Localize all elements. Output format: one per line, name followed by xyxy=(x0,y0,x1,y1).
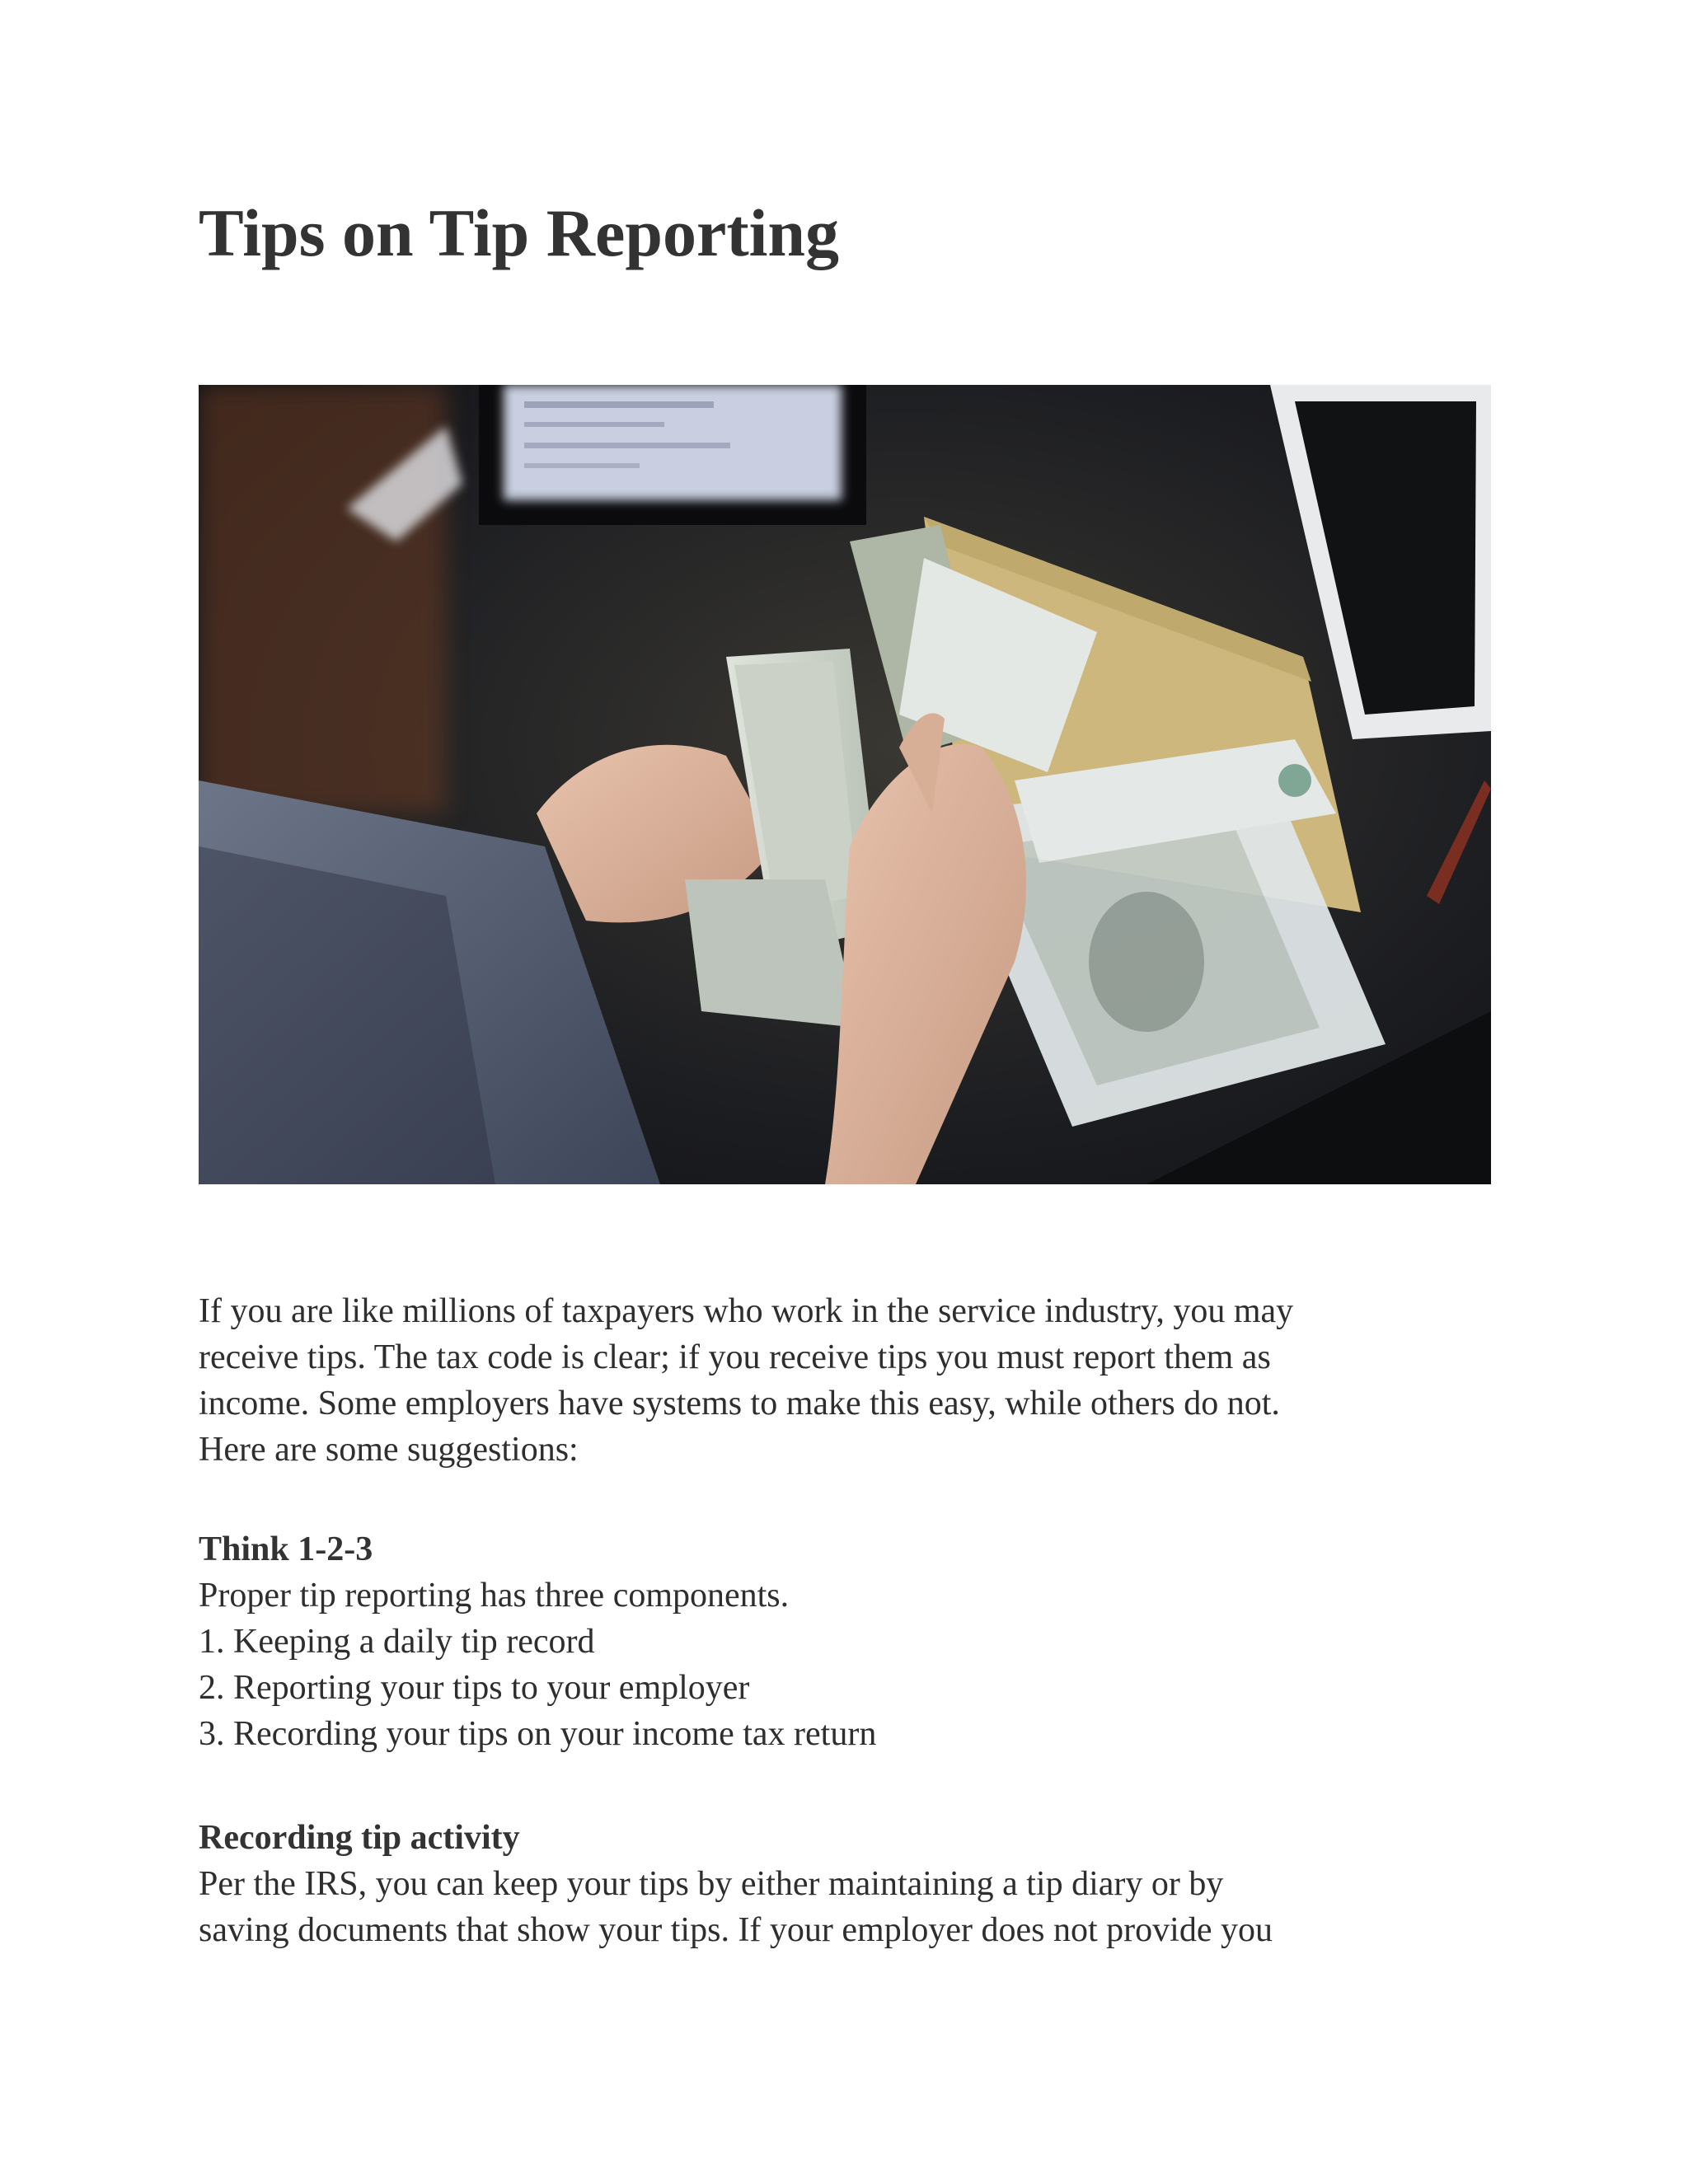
list-item: 2. Reporting your tips to your employer xyxy=(199,1669,750,1707)
section-heading: Recording tip activity xyxy=(199,1819,520,1857)
section-recording-tip-activity xyxy=(199,1815,1491,1953)
section-think-123 xyxy=(199,1526,1491,1757)
section-line: Proper tip reporting has three components. xyxy=(199,1577,790,1615)
list-item: 3. Recording your tips on your income tax return xyxy=(199,1715,877,1753)
section-line: saving documents that show your tips. If your employer does not provide you xyxy=(199,1911,1273,1949)
intro-line: If you are like millions of taxpayers who work in the service industry, you may xyxy=(199,1292,1294,1330)
page-title: Tips on Tip Reporting xyxy=(199,195,840,270)
intro-line: receive tips. The tax code is clear; if you receive tips you must report them as xyxy=(199,1338,1271,1376)
intro-line: income. Some employers have systems to make this easy, while others do not. xyxy=(199,1385,1280,1422)
intro-paragraph xyxy=(199,1288,1491,1473)
section-heading: Think 1-2-3 xyxy=(199,1530,373,1568)
cash-counting-photo xyxy=(199,385,1491,1184)
section-line: Per the IRS, you can keep your tips by either maintaining a tip diary or by xyxy=(199,1865,1224,1903)
intro-line: Here are some suggestions: xyxy=(199,1431,579,1469)
list-item: 1. Keeping a daily tip record xyxy=(199,1623,595,1661)
